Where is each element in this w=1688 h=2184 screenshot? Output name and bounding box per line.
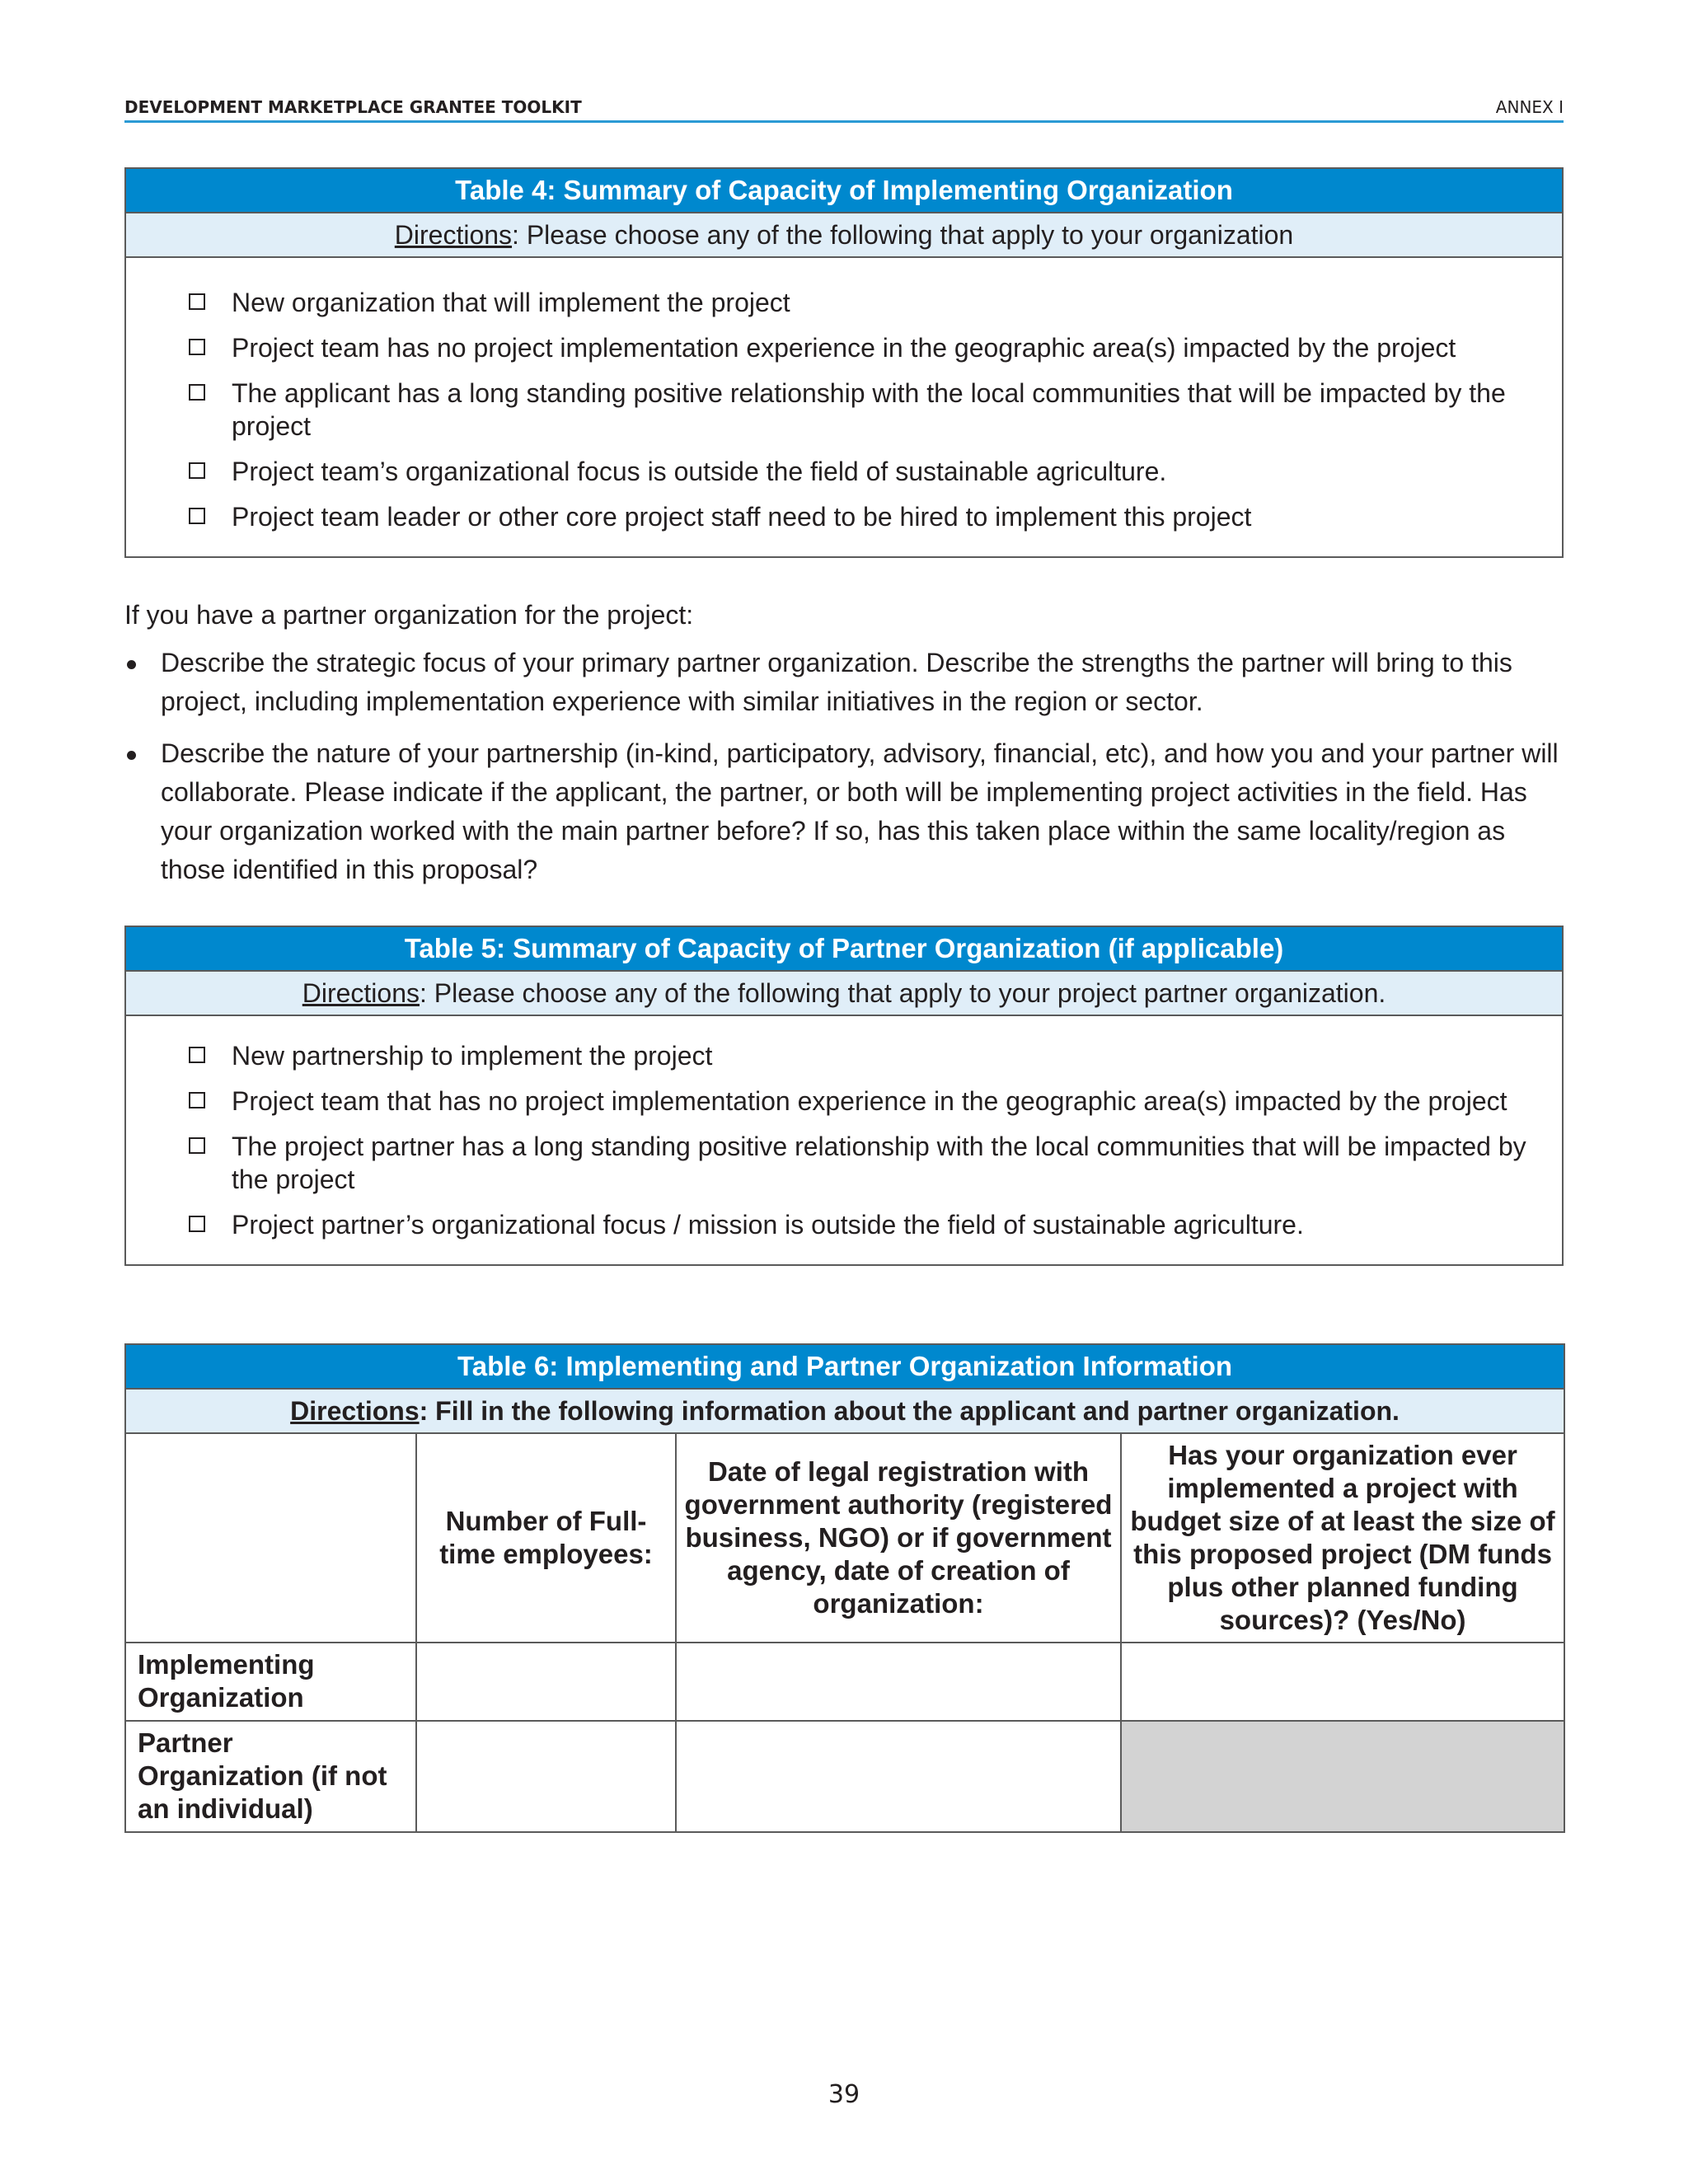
directions-text: : Fill in the following information about the applicant and partner organization. xyxy=(419,1396,1400,1426)
implementing-budget-cell[interactable] xyxy=(1121,1643,1564,1721)
bullet-item xyxy=(124,734,1564,889)
table-5-title: Table 5: Summary of Capacity of Partner Organization (if applicable) xyxy=(125,926,1563,971)
directions-text: : Please choose any of the following that apply to your organization xyxy=(512,219,1294,250)
checklist-item xyxy=(189,455,1537,488)
page-number: 39 xyxy=(828,2080,860,2109)
document-page xyxy=(124,92,1564,1833)
table-4 xyxy=(124,167,1564,558)
partner-registration-cell[interactable] xyxy=(676,1721,1121,1832)
bullet-icon xyxy=(127,751,136,760)
checklist-item-label: The applicant has a long standing positive relationship with the local communities that will be impacted by the project xyxy=(232,378,1506,441)
table-5 xyxy=(124,926,1564,1266)
table-6 xyxy=(124,1343,1565,1833)
checklist-item xyxy=(189,500,1537,533)
checkbox[interactable] xyxy=(189,1216,205,1232)
checklist-item xyxy=(189,1208,1537,1241)
checklist-item-label: New partnership to implement the project xyxy=(232,1041,713,1071)
bullet-icon xyxy=(127,660,136,669)
table-4-checklist xyxy=(125,257,1563,557)
checklist-item xyxy=(189,331,1537,364)
checklist-item-label: Project team has no project implementation experience in the geographic area(s) impacted by the project xyxy=(232,333,1456,363)
checklist-item-label: New organization that will implement the project xyxy=(232,288,790,317)
directions-label: Directions xyxy=(394,219,513,250)
checkbox[interactable] xyxy=(189,462,205,479)
table-5-directions xyxy=(125,971,1563,1015)
partner-budget-cell-disabled xyxy=(1121,1721,1564,1832)
checklist-item xyxy=(189,1085,1537,1118)
checklist-item-label: Project partner’s organizational focus / mission is outside the field of sustainable agriculture. xyxy=(232,1210,1304,1240)
directions-label: Directions xyxy=(290,1396,420,1426)
partner-intro: If you have a partner organization for the project: xyxy=(124,600,694,630)
table-4-title: Table 4: Summary of Capacity of Implementing Organization xyxy=(125,168,1563,213)
checkbox[interactable] xyxy=(189,1092,205,1108)
header-title: DEVELOPMENT MARKETPLACE GRANTEE TOOLKIT xyxy=(124,97,582,117)
checklist-item-label: Project team that has no project implementation experience in the geographic area(s) impacted by the project xyxy=(232,1086,1507,1116)
bullet-text: Describe the nature of your partnership (in-kind, participatory, advisory, financial, etc), and how you and your partner will collaborate. Please indicate if the applicant, the partner, or both will be implementing project activities in the field. Has your organization worked with the main partner before? If so, has this taken place within the same locality/region as those identified in this proposal? xyxy=(161,738,1559,884)
checklist-item-label: Project team leader or other core project staff need to be hired to implement this project xyxy=(232,502,1252,532)
table-6-directions xyxy=(125,1389,1564,1433)
checklist-item xyxy=(189,1130,1537,1196)
corner-cell xyxy=(125,1433,416,1643)
partner-employees-cell[interactable] xyxy=(416,1721,676,1832)
implementing-registration-cell[interactable] xyxy=(676,1643,1121,1721)
row-header-implementing: Implementing Organization xyxy=(125,1643,416,1721)
table-4-directions xyxy=(125,213,1563,257)
directions-text: : Please choose any of the following that apply to your project partner organization. xyxy=(420,977,1386,1008)
running-header xyxy=(124,92,1564,123)
checkbox[interactable] xyxy=(189,339,205,355)
checkbox[interactable] xyxy=(189,384,205,401)
bullet-item xyxy=(124,644,1564,721)
column-header-employees: Number of Full-time employees: xyxy=(416,1433,676,1643)
checkbox[interactable] xyxy=(189,1047,205,1063)
checklist-item xyxy=(189,1039,1537,1072)
partner-bullets xyxy=(124,644,1564,889)
row-header-partner: Partner Organization (if not an individual) xyxy=(125,1721,416,1832)
column-header-budget: Has your organization ever implemented a project with budget size of at least the size of this proposed project (DM funds plus other planned funding sources)? (Yes/No) xyxy=(1121,1433,1564,1643)
checklist-item xyxy=(189,377,1537,443)
header-annex: ANNEX I xyxy=(1495,97,1564,117)
table-5-checklist xyxy=(125,1015,1563,1265)
implementing-employees-cell[interactable] xyxy=(416,1643,676,1721)
checklist-item-label: Project team’s organizational focus is outside the field of sustainable agriculture. xyxy=(232,457,1167,486)
column-header-registration: Date of legal registration with government authority (registered business, NGO) or if government agency, date of creation of organization: xyxy=(676,1433,1121,1643)
checklist-item xyxy=(189,286,1537,319)
table-6-title: Table 6: Implementing and Partner Organization Information xyxy=(125,1344,1564,1389)
checkbox[interactable] xyxy=(189,1137,205,1154)
checklist-item-label: The project partner has a long standing positive relationship with the local communities that will be impacted by the project xyxy=(232,1132,1526,1194)
directions-label: Directions xyxy=(302,977,420,1008)
bullet-text: Describe the strategic focus of your primary partner organization. Describe the strengths the partner will bring to this project, including implementation experience with similar initiatives in the region or sector. xyxy=(161,648,1512,716)
checkbox[interactable] xyxy=(189,508,205,524)
checkbox[interactable] xyxy=(189,293,205,310)
